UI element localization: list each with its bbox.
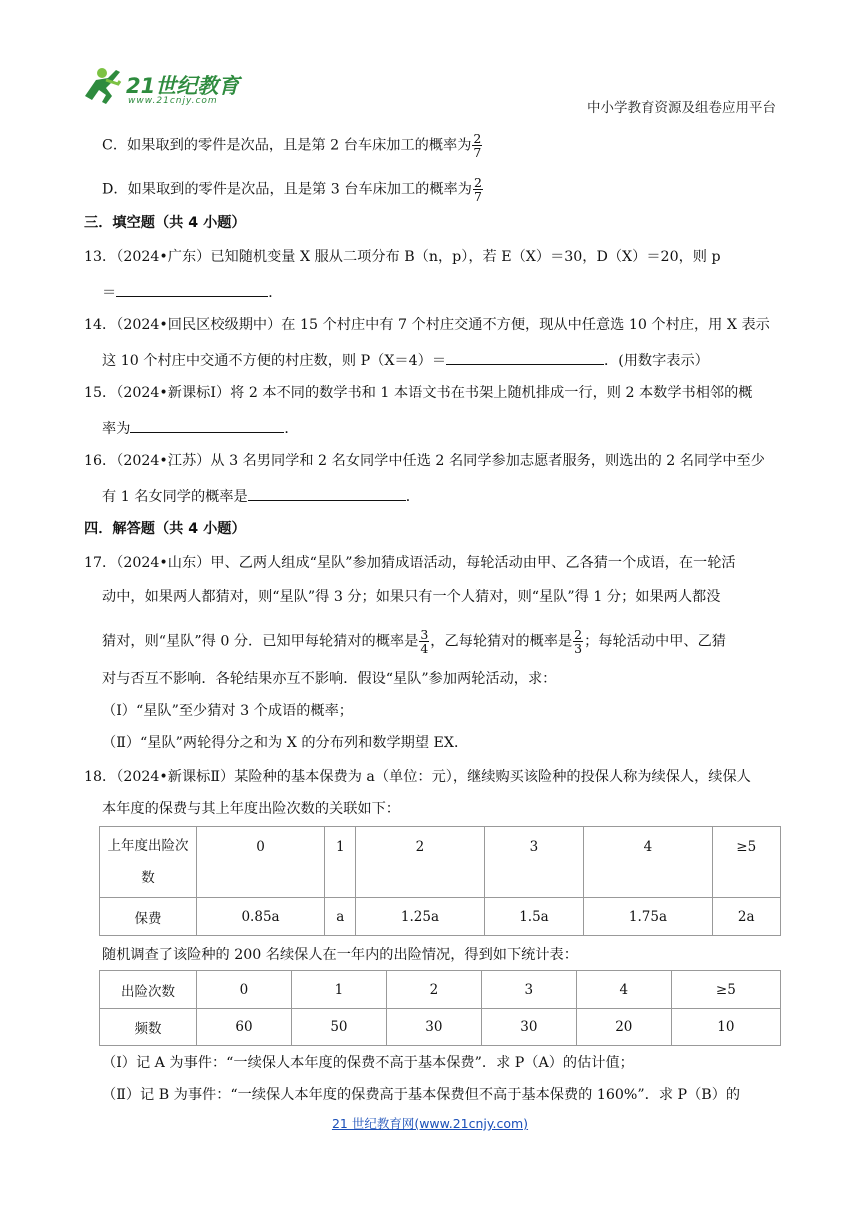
table-header-cell: 2 bbox=[356, 827, 484, 898]
table-cell: a bbox=[325, 898, 356, 936]
table-row-label: 保费 bbox=[100, 898, 197, 936]
table-header-cell: 1 bbox=[291, 971, 386, 1009]
table-cell: 60 bbox=[197, 1009, 292, 1046]
table-cell: 50 bbox=[291, 1009, 386, 1046]
q18-part1: （I）记 A 为事件：“一续保人本年度的保费不高于基本保费”．求 P（A）的估计值； bbox=[102, 1055, 634, 1071]
answer-blank bbox=[446, 348, 604, 365]
table-header-cell: 4 bbox=[576, 971, 671, 1009]
claims-table bbox=[99, 970, 781, 1046]
table-cell: 30 bbox=[386, 1009, 481, 1046]
footer-link[interactable]: 21 世纪教育网(www.21cnjy.com) bbox=[331, 1116, 529, 1131]
q17-part2: （Ⅱ）“星队”两轮得分之和为 X 的分布列和数学期望 EX． bbox=[102, 735, 469, 751]
table-cell: 0.85a bbox=[197, 898, 325, 936]
q16-line2: 有 1 名女同学的概率是 ． bbox=[102, 484, 420, 508]
section-title-solve: 四．解答题（共 4 小题） bbox=[84, 521, 246, 537]
q18-line1: 18．（2024•新课标Ⅱ）某险种的基本保费为 a（单位：元），继续购买该险种的投保人称为续保人，续保人 bbox=[84, 769, 751, 785]
table-header-cell: 0 bbox=[197, 827, 325, 898]
table-cell: 1.5a bbox=[484, 898, 584, 936]
table-row bbox=[100, 827, 781, 898]
table-header-cell: 3 bbox=[481, 971, 576, 1009]
table-header-cell: ≥5 bbox=[671, 971, 780, 1009]
answer-blank bbox=[248, 484, 406, 501]
fraction: $\frac{2}{7}$ bbox=[473, 175, 482, 204]
table-header-label: 出险次数 bbox=[100, 971, 197, 1009]
q14-line1: 14．（2024•回民区校级期中）在 15 个村庄中有 7 个村庄交通不方便，现从中任意选 10 个村庄，用 X 表示 bbox=[84, 317, 770, 333]
q13-line2: ＝ ． bbox=[102, 280, 282, 304]
section-title-fill-in: 三．填空题（共 4 小题） bbox=[84, 215, 246, 231]
table-cell: 2a bbox=[712, 898, 781, 936]
q17-part1: （Ⅰ）“星队”至少猜对 3 个成语的概率； bbox=[102, 703, 353, 719]
table-header-cell: 1 bbox=[325, 827, 356, 898]
q18-line2: 本年度的保费与其上年度出险次数的关联如下： bbox=[102, 801, 400, 817]
q18-part2: （Ⅱ）记 B 为事件：“一续保人本年度的保费高于基本保费但不高于基本保费的 160%”．求 P（B）的 bbox=[102, 1087, 741, 1103]
table-header-cell: 3 bbox=[484, 827, 584, 898]
table-header-cell: 2 bbox=[386, 971, 481, 1009]
q12-option-d: D．如果取到的零件是次品，且是第 3 台车床加工的概率为 $\frac{2}{7}$ bbox=[102, 175, 482, 204]
premium-table bbox=[99, 826, 781, 936]
q18-line3: 随机调查了该险种的 200 名续保人在一年内的出险情况，得到如下统计表： bbox=[102, 947, 578, 963]
q17-line1: 17．（2024•山东）甲、乙两人组成“星队”参加猜成语活动，每轮活动由甲、乙各猜一个成语，在一轮活 bbox=[84, 555, 736, 571]
table-header-cell: ≥5 bbox=[712, 827, 781, 898]
q14-line2: 这 10 个村庄中交通不方便的村庄数，则 P（X＝4）＝ ．(用数字表示） bbox=[102, 348, 709, 372]
table-row bbox=[100, 1009, 781, 1046]
table-header-cell: 0 bbox=[197, 971, 292, 1009]
q15-line1: 15．（2024•新课标Ⅰ）将 2 本不同的数学书和 1 本语文书在书架上随机排成一行，则 2 本数学书相邻的概 bbox=[84, 385, 753, 401]
logo-text: 21世纪教育 bbox=[126, 74, 240, 98]
table-cell: 1.25a bbox=[356, 898, 484, 936]
site-logo bbox=[80, 66, 250, 112]
fraction: $\frac{3}{4}$ bbox=[420, 627, 429, 656]
fraction: $\frac{2}{3}$ bbox=[574, 627, 583, 656]
answer-blank bbox=[130, 416, 284, 433]
q17-line3: 猜对，则“星队”得 0 分．已知甲每轮猜对的概率是 $\frac{3}{4}$ ，乙每轮猜对的概率是 $\frac{2}{3}$ ；每轮活动中甲、乙猜 bbox=[102, 627, 726, 656]
platform-name: 中小学教育资源及组卷应用平台 bbox=[587, 100, 776, 116]
table-header-label: 上年度出险次 数 bbox=[100, 827, 197, 898]
fraction: $\frac{2}{7}$ bbox=[473, 131, 482, 160]
answer-blank bbox=[116, 280, 268, 297]
q17-line4: 对与否互不影响．各轮结果亦互不影响．假设“星队”参加两轮活动，求： bbox=[102, 671, 557, 687]
q12-option-c: C．如果取到的零件是次品，且是第 2 台车床加工的概率为 $\frac{2}{7}$ bbox=[102, 131, 482, 160]
table-row-label: 频数 bbox=[100, 1009, 197, 1046]
table-row bbox=[100, 971, 781, 1009]
q13-line1: 13．（2024•广东）已知随机变量 X 服从二项分布 B（n，p），若 E（X）＝30，D（X）＝20，则 p bbox=[84, 249, 721, 265]
logo-url: www.21cnjy.com bbox=[128, 96, 218, 106]
table-cell: 30 bbox=[481, 1009, 576, 1046]
table-cell: 1.75a bbox=[584, 898, 712, 936]
q15-line2: 率为 ． bbox=[102, 416, 299, 440]
table-cell: 20 bbox=[576, 1009, 671, 1046]
footer bbox=[0, 1114, 860, 1132]
q16-line1: 16．（2024•江苏）从 3 名男同学和 2 名女同学中任选 2 名同学参加志愿者服务，则选出的 2 名同学中至少 bbox=[84, 453, 765, 469]
q17-line2: 动中，如果两人都猜对，则“星队”得 3 分；如果只有一个人猜对，则“星队”得 1 分；如果两人都没 bbox=[102, 589, 721, 605]
table-header-cell: 4 bbox=[584, 827, 712, 898]
table-row bbox=[100, 898, 781, 936]
table-cell: 10 bbox=[671, 1009, 780, 1046]
